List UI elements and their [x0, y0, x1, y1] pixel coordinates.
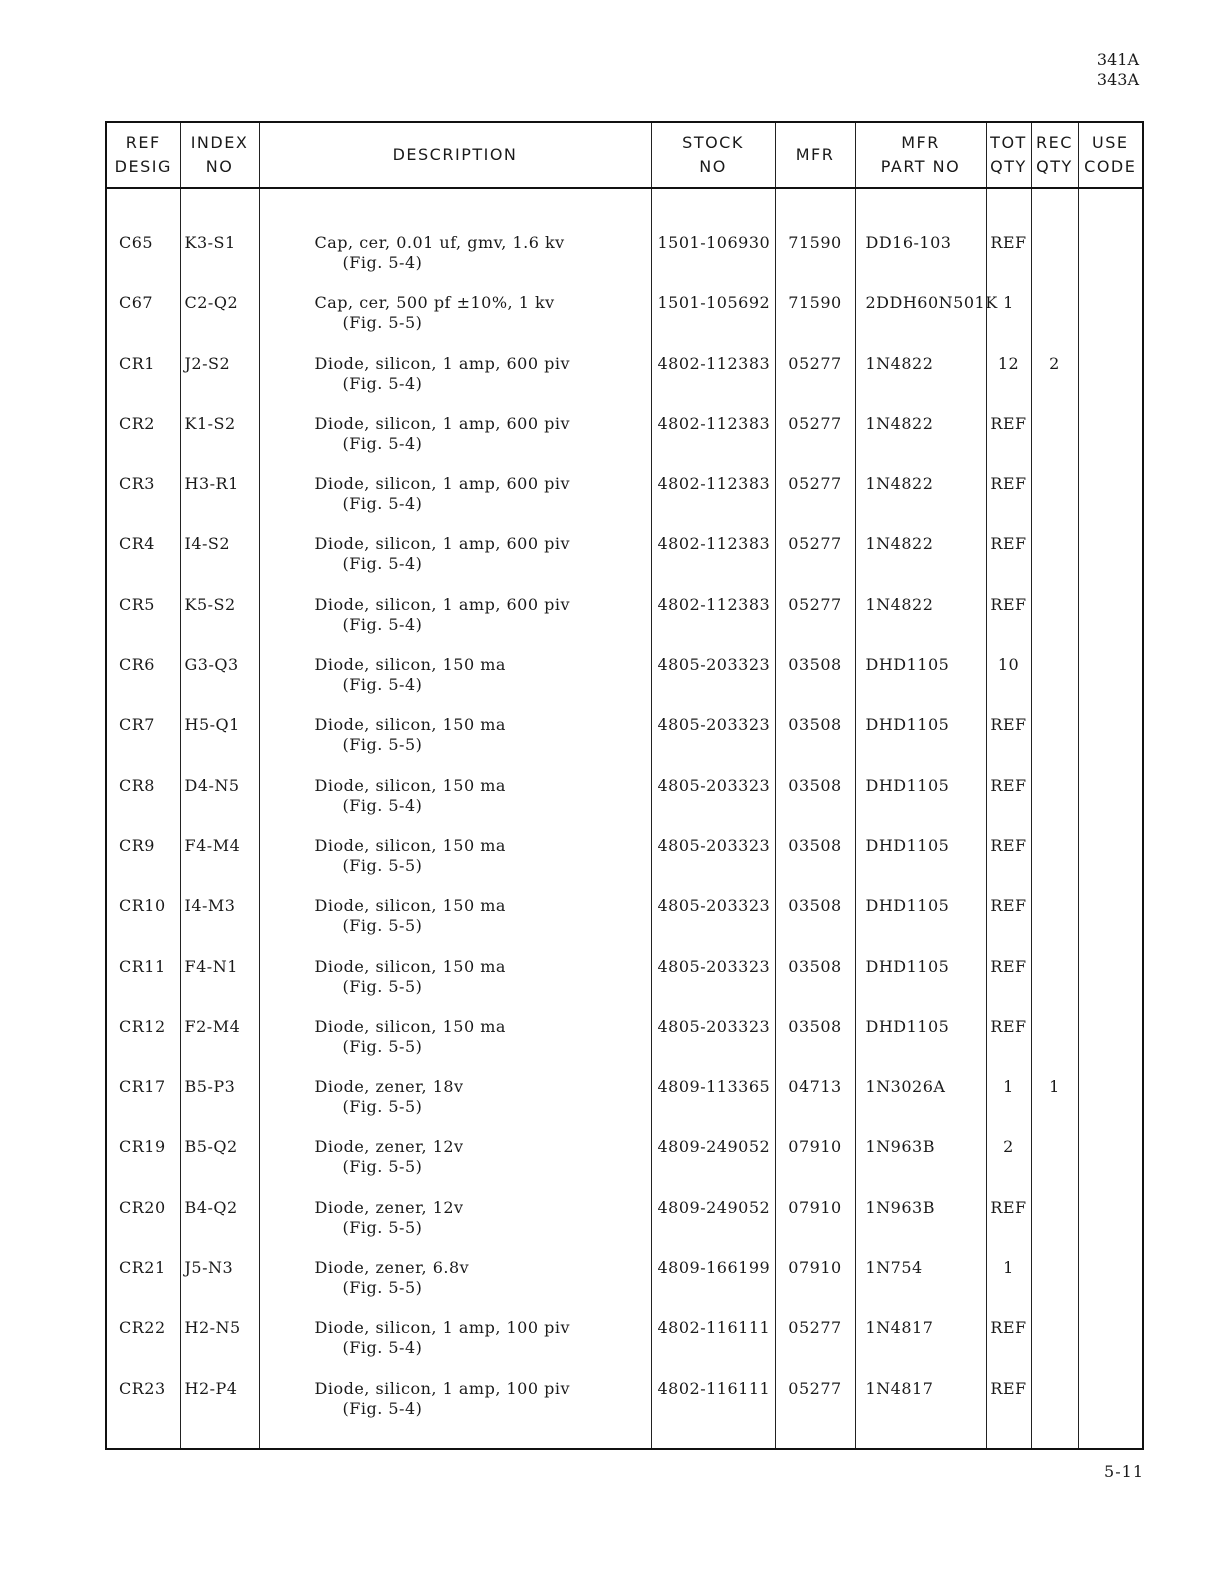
mfr-part-no-cell: 1N4822: [855, 595, 986, 655]
figure-reference: (Fig. 5-4): [342, 795, 423, 815]
tot-qty-cell: REF: [986, 836, 1031, 896]
figure-reference: (Fig. 5-5): [342, 855, 423, 875]
mfr-code-cell: 03508: [775, 1017, 855, 1077]
table-row: [106, 354, 1143, 414]
use-code-cell: [1078, 534, 1143, 594]
table-row: [106, 414, 1143, 474]
mfr-part-no-cell: 1N3026A: [855, 1077, 986, 1137]
description-cell: [259, 1198, 651, 1258]
rec-qty-cell: [1031, 655, 1078, 715]
description-cell: [259, 836, 651, 896]
mfr-part-no-cell: DHD1105: [855, 836, 986, 896]
index-no-cell: B5-P3: [180, 1077, 259, 1137]
mfr-part-no-cell: DD16-103: [855, 233, 986, 293]
description-text: Cap, cer, 0.01 uf, gmv, 1.6 kv: [314, 233, 565, 252]
tot-qty-cell: REF: [986, 1379, 1031, 1439]
rec-qty-cell: 2: [1031, 354, 1078, 414]
description-text: Cap, cer, 500 pf ±10%, 1 kv: [314, 293, 555, 313]
use-code-cell: [1078, 776, 1143, 836]
tot-qty-cell: 1: [986, 293, 1031, 353]
index-no-cell: D4-N5: [180, 776, 259, 836]
description-text: Diode, zener, 6.8v: [314, 1258, 470, 1278]
rec-qty-cell: [1031, 1258, 1078, 1318]
description-text: Diode, silicon, 1 amp, 600 piv: [314, 474, 571, 494]
figure-reference: (Fig. 5-4): [342, 433, 423, 453]
mfr-code-cell: 03508: [775, 896, 855, 956]
use-code-cell: [1078, 836, 1143, 896]
mfr-part-no-cell: 1N4817: [855, 1379, 986, 1439]
tot-qty-cell: REF: [986, 776, 1031, 836]
mfr-code-cell: 07910: [775, 1198, 855, 1258]
table-row: [106, 1258, 1143, 1318]
description-cell: [259, 1077, 651, 1137]
table-row: [106, 595, 1143, 655]
rec-qty-cell: [1031, 414, 1078, 474]
mfr-part-no-cell: 1N4822: [855, 534, 986, 594]
header-mfr: MFR: [775, 122, 855, 188]
mfr-part-no-cell: DHD1105: [855, 655, 986, 715]
ref-desig-cell: CR2: [106, 414, 180, 474]
tot-qty-cell: REF: [986, 1198, 1031, 1258]
stock-no-cell: 4809-166199: [651, 1258, 775, 1318]
ref-desig-cell: CR5: [106, 595, 180, 655]
figure-reference: (Fig. 5-4): [342, 494, 423, 514]
use-code-cell: [1078, 1137, 1143, 1197]
use-code-cell: [1078, 1077, 1143, 1137]
ref-desig-cell: CR12: [106, 1017, 180, 1077]
stock-no-cell: 4805-203323: [651, 836, 775, 896]
mfr-part-no-cell: DHD1105: [855, 715, 986, 775]
table-row: [106, 534, 1143, 594]
stock-no-cell: 4802-112383: [651, 474, 775, 534]
description-cell: [259, 354, 651, 414]
description-text: Diode, silicon, 150 ma: [314, 896, 506, 916]
tot-qty-cell: 1: [986, 1077, 1031, 1137]
table-row: [106, 896, 1143, 956]
model-number: 341A: [1096, 50, 1139, 69]
description-text: Diode, silicon, 1 amp, 600 piv: [314, 353, 571, 373]
tot-qty-cell: REF: [986, 1318, 1031, 1378]
mfr-code-cell: 05277: [775, 534, 855, 594]
mfr-code-cell: 05277: [775, 595, 855, 655]
stock-no-cell: 1501-105692: [651, 293, 775, 353]
use-code-cell: [1078, 655, 1143, 715]
rec-qty-cell: [1031, 1198, 1078, 1258]
stock-no-cell: 4802-116111: [651, 1379, 775, 1439]
mfr-part-no-cell: 1N4822: [855, 414, 986, 474]
tot-qty-cell: REF: [986, 957, 1031, 1017]
index-no-cell: H2-N5: [180, 1318, 259, 1378]
index-no-cell: F4-M4: [180, 836, 259, 896]
page-number: 5-11: [1104, 1462, 1144, 1481]
mfr-code-cell: 05277: [775, 1379, 855, 1439]
stock-no-cell: 1501-106930: [651, 233, 775, 293]
rec-qty-cell: [1031, 896, 1078, 956]
use-code-cell: [1078, 896, 1143, 956]
description-cell: [259, 655, 651, 715]
table-row: [106, 836, 1143, 896]
figure-reference: (Fig. 5-5): [342, 313, 423, 333]
use-code-cell: [1078, 293, 1143, 353]
header-description: DESCRIPTION: [259, 122, 651, 188]
table-row: [106, 957, 1143, 1017]
use-code-cell: [1078, 474, 1143, 534]
mfr-part-no-cell: 1N963B: [855, 1198, 986, 1258]
mfr-code-cell: 05277: [775, 1318, 855, 1378]
parts-list-table: [105, 121, 1144, 1450]
ref-desig-cell: CR10: [106, 896, 180, 956]
table-header-row: [106, 122, 1143, 188]
use-code-cell: [1078, 233, 1143, 293]
figure-reference: (Fig. 5-5): [342, 1217, 423, 1237]
ref-desig-cell: CR22: [106, 1318, 180, 1378]
rec-qty-cell: [1031, 1137, 1078, 1197]
rec-qty-cell: [1031, 534, 1078, 594]
description-text: Diode, silicon, 150 ma: [314, 655, 506, 675]
mfr-part-no-cell: 1N4817: [855, 1318, 986, 1378]
mfr-code-cell: 04713: [775, 1077, 855, 1137]
model-number: 343A: [1096, 70, 1139, 89]
table-row: [106, 474, 1143, 534]
ref-desig-cell: CR9: [106, 836, 180, 896]
mfr-code-cell: 71590: [775, 293, 855, 353]
use-code-cell: [1078, 1379, 1143, 1439]
description-cell: [259, 1379, 651, 1439]
rec-qty-cell: [1031, 1379, 1078, 1439]
ref-desig-cell: C67: [106, 293, 180, 353]
description-cell: [259, 293, 651, 353]
figure-reference: (Fig. 5-4): [342, 614, 423, 634]
rec-qty-cell: [1031, 715, 1078, 775]
mfr-code-cell: 05277: [775, 354, 855, 414]
description-text: Diode, silicon, 1 amp, 600 piv: [314, 594, 571, 614]
table-row: [106, 655, 1143, 715]
index-no-cell: B5-Q2: [180, 1137, 259, 1197]
mfr-part-no-cell: 2DDH60N501K: [855, 293, 986, 353]
figure-reference: (Fig. 5-5): [342, 1097, 423, 1117]
mfr-part-no-cell: DHD1105: [855, 776, 986, 836]
description-text: Diode, zener, 12v: [314, 1137, 464, 1157]
ref-desig-cell: CR1: [106, 354, 180, 414]
index-no-cell: C2-Q2: [180, 293, 259, 353]
ref-desig-cell: CR17: [106, 1077, 180, 1137]
header-mfr-part-no: MFR PART NO: [855, 122, 986, 188]
mfr-part-no-cell: 1N963B: [855, 1137, 986, 1197]
spacer-row: [106, 188, 1143, 233]
index-no-cell: H5-Q1: [180, 715, 259, 775]
table-row: [106, 1017, 1143, 1077]
rec-qty-cell: [1031, 293, 1078, 353]
mfr-code-cell: 07910: [775, 1258, 855, 1318]
figure-reference: (Fig. 5-4): [342, 1398, 423, 1418]
figure-reference: (Fig. 5-5): [342, 976, 423, 996]
tot-qty-cell: 2: [986, 1137, 1031, 1197]
stock-no-cell: 4805-203323: [651, 655, 775, 715]
index-no-cell: I4-S2: [180, 534, 259, 594]
model-numbers: [1097, 50, 1139, 90]
index-no-cell: F4-N1: [180, 957, 259, 1017]
index-no-cell: B4-Q2: [180, 1198, 259, 1258]
stock-no-cell: 4805-203323: [651, 896, 775, 956]
rec-qty-cell: [1031, 595, 1078, 655]
table-body: [106, 188, 1143, 1449]
description-text: Diode, silicon, 1 amp, 600 piv: [314, 534, 571, 554]
rec-qty-cell: [1031, 957, 1078, 1017]
stock-no-cell: 4802-112383: [651, 534, 775, 594]
tot-qty-cell: REF: [986, 595, 1031, 655]
description-cell: [259, 595, 651, 655]
mfr-code-cell: 05277: [775, 414, 855, 474]
mfr-part-no-cell: DHD1105: [855, 1017, 986, 1077]
header-use-code: USE CODE: [1078, 122, 1143, 188]
mfr-part-no-cell: 1N4822: [855, 474, 986, 534]
table-row: [106, 1379, 1143, 1439]
description-text: Diode, zener, 18v: [314, 1077, 464, 1097]
ref-desig-cell: CR8: [106, 776, 180, 836]
mfr-code-cell: 03508: [775, 957, 855, 1017]
index-no-cell: J2-S2: [180, 354, 259, 414]
description-text: Diode, silicon, 150 ma: [314, 715, 506, 735]
rec-qty-cell: 1: [1031, 1077, 1078, 1137]
description-cell: [259, 896, 651, 956]
rec-qty-cell: [1031, 1318, 1078, 1378]
header-stock-no: STOCK NO: [651, 122, 775, 188]
mfr-part-no-cell: DHD1105: [855, 957, 986, 1017]
rec-qty-cell: [1031, 776, 1078, 836]
mfr-code-cell: 03508: [775, 836, 855, 896]
ref-desig-cell: CR23: [106, 1379, 180, 1439]
ref-desig-cell: C65: [106, 233, 180, 293]
header-tot-qty: TOT QTY: [986, 122, 1031, 188]
tot-qty-cell: REF: [986, 233, 1031, 293]
ref-desig-cell: CR21: [106, 1258, 180, 1318]
ref-desig-cell: CR4: [106, 534, 180, 594]
stock-no-cell: 4809-249052: [651, 1137, 775, 1197]
table-row: [106, 293, 1143, 353]
use-code-cell: [1078, 595, 1143, 655]
table-row: [106, 1198, 1143, 1258]
description-text: Diode, silicon, 1 amp, 600 piv: [314, 413, 571, 433]
ref-desig-cell: CR3: [106, 474, 180, 534]
rec-qty-cell: [1031, 474, 1078, 534]
index-no-cell: K5-S2: [180, 595, 259, 655]
description-text: Diode, silicon, 1 amp, 100 piv: [314, 1378, 571, 1398]
description-cell: [259, 1258, 651, 1318]
stock-no-cell: 4805-203323: [651, 1017, 775, 1077]
mfr-part-no-cell: 1N4822: [855, 354, 986, 414]
ref-desig-cell: CR11: [106, 957, 180, 1017]
figure-reference: (Fig. 5-4): [342, 373, 423, 393]
header-index-no: INDEX NO: [180, 122, 259, 188]
table-row: [106, 1077, 1143, 1137]
ref-desig-cell: CR7: [106, 715, 180, 775]
stock-no-cell: 4805-203323: [651, 715, 775, 775]
figure-reference: (Fig. 5-5): [342, 735, 423, 755]
description-text: Diode, silicon, 150 ma: [314, 835, 506, 855]
rec-qty-cell: [1031, 233, 1078, 293]
figure-reference: (Fig. 5-5): [342, 1036, 423, 1056]
figure-reference: (Fig. 5-4): [342, 1338, 423, 1358]
ref-desig-cell: CR6: [106, 655, 180, 715]
rec-qty-cell: [1031, 836, 1078, 896]
description-cell: [259, 1017, 651, 1077]
description-cell: [259, 1137, 651, 1197]
use-code-cell: [1078, 1198, 1143, 1258]
description-cell: [259, 534, 651, 594]
tot-qty-cell: REF: [986, 715, 1031, 775]
header-ref-desig: REF DESIG: [106, 122, 180, 188]
stock-no-cell: 4802-112383: [651, 595, 775, 655]
use-code-cell: [1078, 354, 1143, 414]
index-no-cell: I4-M3: [180, 896, 259, 956]
mfr-part-no-cell: DHD1105: [855, 896, 986, 956]
index-no-cell: K1-S2: [180, 414, 259, 474]
use-code-cell: [1078, 1258, 1143, 1318]
header-rec-qty: REC QTY: [1031, 122, 1078, 188]
tot-qty-cell: 12: [986, 354, 1031, 414]
index-no-cell: H3-R1: [180, 474, 259, 534]
tot-qty-cell: REF: [986, 414, 1031, 474]
stock-no-cell: 4805-203323: [651, 957, 775, 1017]
mfr-code-cell: 07910: [775, 1137, 855, 1197]
tot-qty-cell: 10: [986, 655, 1031, 715]
figure-reference: (Fig. 5-4): [342, 675, 423, 695]
description-cell: [259, 715, 651, 775]
use-code-cell: [1078, 957, 1143, 1017]
description-text: Diode, zener, 12v: [314, 1197, 464, 1217]
description-text: Diode, silicon, 150 ma: [314, 1016, 506, 1036]
mfr-code-cell: 03508: [775, 776, 855, 836]
index-no-cell: K3-S1: [180, 233, 259, 293]
description-text: Diode, silicon, 150 ma: [314, 775, 506, 795]
description-cell: [259, 474, 651, 534]
tot-qty-cell: REF: [986, 1017, 1031, 1077]
index-no-cell: F2-M4: [180, 1017, 259, 1077]
mfr-code-cell: 03508: [775, 655, 855, 715]
ref-desig-cell: CR20: [106, 1198, 180, 1258]
table-row: [106, 715, 1143, 775]
ref-desig-cell: CR19: [106, 1137, 180, 1197]
description-text: Diode, silicon, 150 ma: [314, 956, 506, 976]
figure-reference: (Fig. 5-4): [342, 253, 423, 272]
figure-reference: (Fig. 5-4): [342, 554, 423, 574]
figure-reference: (Fig. 5-5): [342, 1157, 423, 1177]
index-no-cell: J5-N3: [180, 1258, 259, 1318]
table-row: [106, 233, 1143, 293]
stock-no-cell: 4802-112383: [651, 354, 775, 414]
tot-qty-cell: 1: [986, 1258, 1031, 1318]
rec-qty-cell: [1031, 1017, 1078, 1077]
figure-reference: (Fig. 5-5): [342, 916, 423, 936]
tot-qty-cell: REF: [986, 474, 1031, 534]
description-cell: [259, 1318, 651, 1378]
description-text: Diode, silicon, 1 amp, 100 piv: [314, 1318, 571, 1338]
tot-qty-cell: REF: [986, 534, 1031, 594]
index-no-cell: G3-Q3: [180, 655, 259, 715]
figure-reference: (Fig. 5-5): [342, 1278, 423, 1298]
table-row: [106, 776, 1143, 836]
stock-no-cell: 4809-249052: [651, 1198, 775, 1258]
mfr-code-cell: 71590: [775, 233, 855, 293]
stock-no-cell: 4802-116111: [651, 1318, 775, 1378]
mfr-code-cell: 03508: [775, 715, 855, 775]
mfr-code-cell: 05277: [775, 474, 855, 534]
mfr-part-no-cell: 1N754: [855, 1258, 986, 1318]
description-cell: [259, 414, 651, 474]
use-code-cell: [1078, 414, 1143, 474]
use-code-cell: [1078, 715, 1143, 775]
stock-no-cell: 4809-113365: [651, 1077, 775, 1137]
stock-no-cell: 4805-203323: [651, 776, 775, 836]
description-cell: [259, 776, 651, 836]
table-row: [106, 1137, 1143, 1197]
description-cell: [259, 233, 651, 293]
description-cell: [259, 957, 651, 1017]
use-code-cell: [1078, 1017, 1143, 1077]
use-code-cell: [1078, 1318, 1143, 1378]
filler-row: [106, 1439, 1143, 1449]
tot-qty-cell: REF: [986, 896, 1031, 956]
stock-no-cell: 4802-112383: [651, 414, 775, 474]
index-no-cell: H2-P4: [180, 1379, 259, 1439]
table-row: [106, 1318, 1143, 1378]
